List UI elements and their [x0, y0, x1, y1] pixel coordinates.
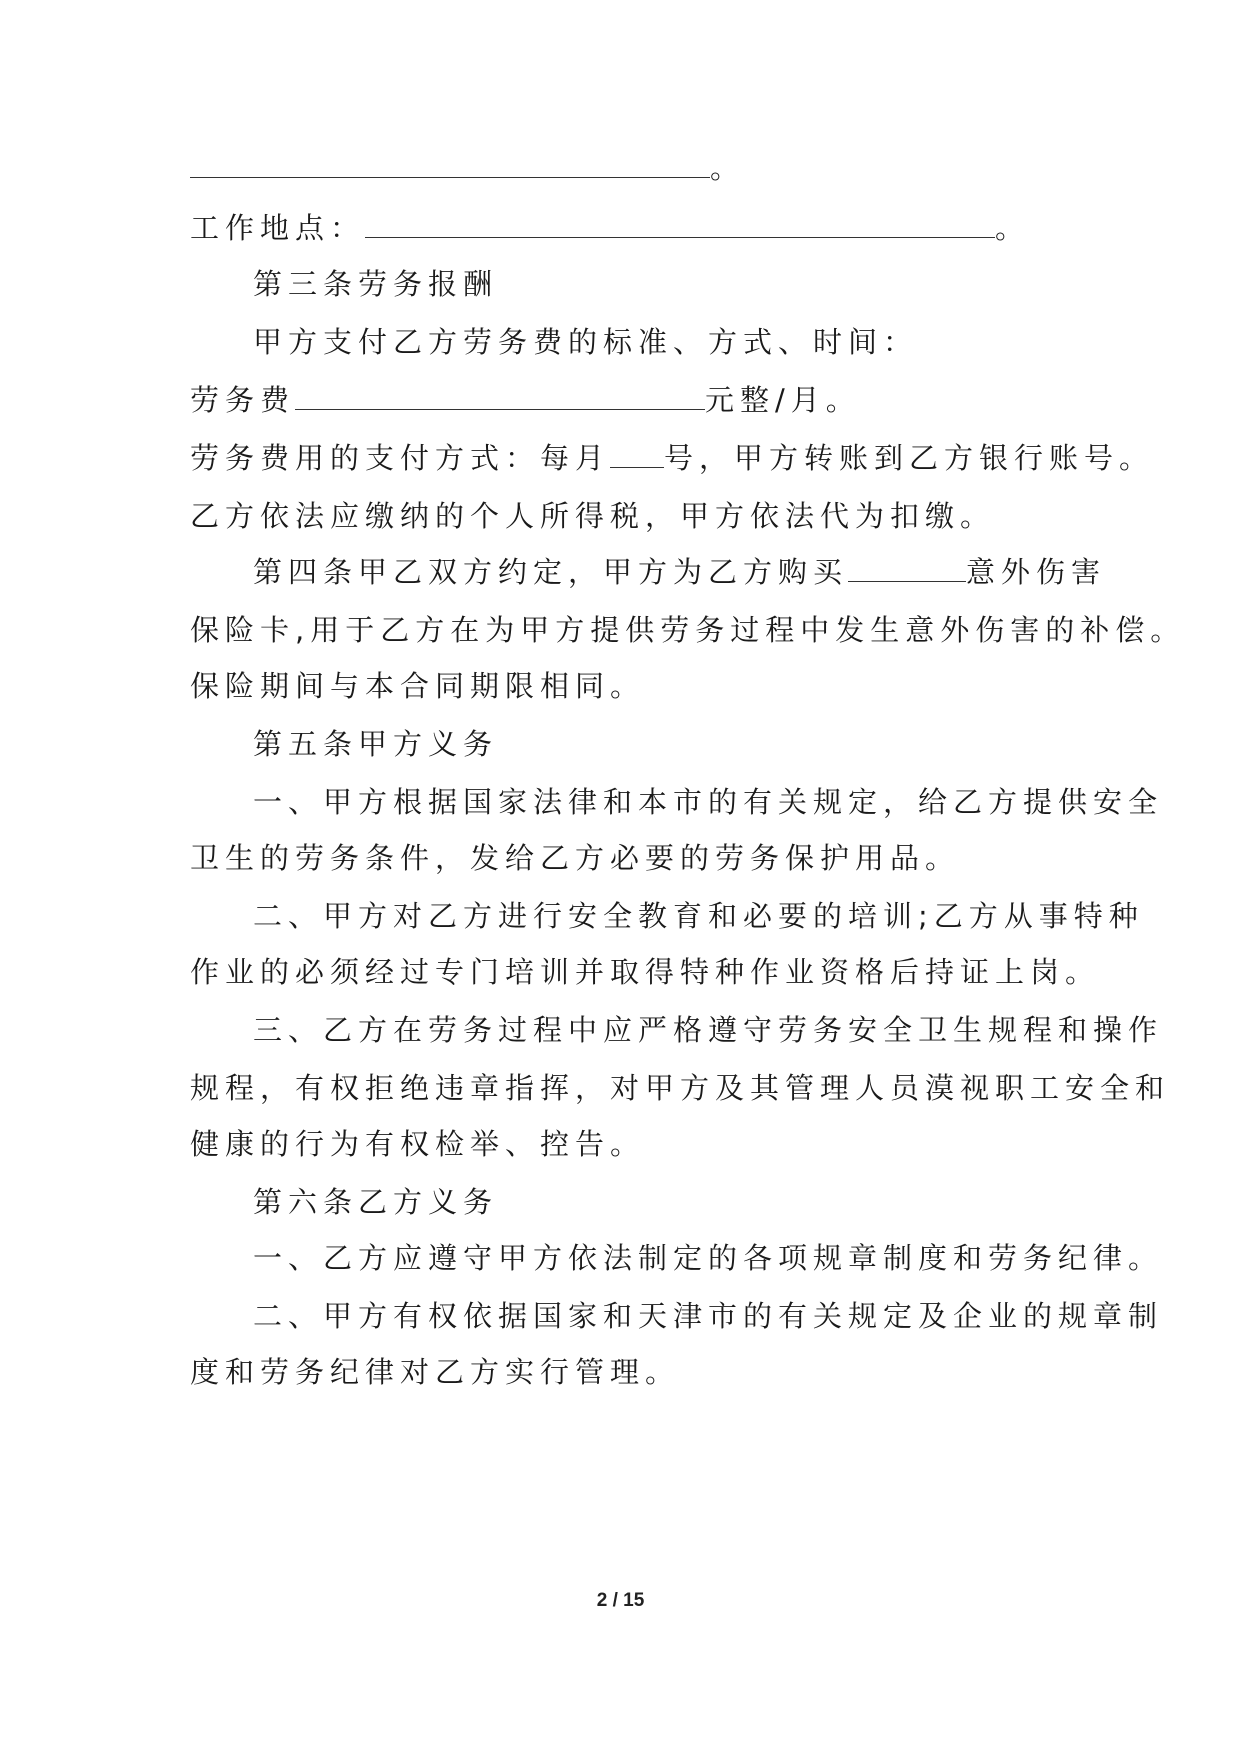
payment-method-text-b: 号，甲方转账到乙方银行账号。: [664, 441, 1155, 475]
paragraph: 保险期间与本合同期限相同。: [190, 669, 646, 703]
paragraph: 度和劳务纪律对乙方实行管理。: [190, 1355, 681, 1389]
article-4-line: [253, 552, 1133, 592]
paragraph: 一、乙方应遵守甲方依法制定的各项规章制度和劳务纪律。: [253, 1241, 1164, 1275]
line-end-punct: 。: [710, 151, 746, 185]
work-location-label: 工作地点：: [190, 211, 366, 245]
article-6-heading: 第六条乙方义务: [253, 1185, 499, 1219]
paragraph: 二、甲方有权依据国家和天津市的有关规定及企业的规章制: [253, 1299, 1164, 1333]
fill-in-blank: [190, 149, 710, 178]
paragraph: 一、甲方根据国家法律和本市的有关规定，给乙方提供安全: [253, 785, 1164, 819]
payment-day-blank: [610, 439, 664, 468]
paragraph: 健康的行为有权检举、控告。: [190, 1127, 646, 1161]
labor-fee-blank: [295, 381, 705, 410]
labor-fee-line: [190, 380, 1070, 420]
payment-method-text-a: 劳务费用的支付方式：每月: [190, 441, 611, 475]
page-number: 2 / 15: [596, 1590, 645, 1611]
paragraph: 卫生的劳务条件，发给乙方必要的劳务保护用品。: [190, 841, 961, 875]
paragraph: 甲方支付乙方劳务费的标准、方式、时间：: [253, 325, 919, 359]
paragraph: 作业的必须经过专门培训并取得特种作业资格后持证上岗。: [190, 955, 1101, 989]
paragraph: 二、甲方对乙方进行安全教育和必要的培训;乙方从事特种: [253, 899, 1144, 933]
paragraph: 规程，有权拒绝违章指挥，对甲方及其管理人员漠视职工安全和: [190, 1071, 1171, 1105]
line-end-punct: 。: [995, 211, 1031, 245]
work-location-line: [190, 208, 1070, 248]
article-4-text-b: 意外伤害: [966, 555, 1107, 589]
paragraph: 保险卡,用于乙方在为甲方提供劳务过程中发生意外伤害的补偿。: [190, 613, 1186, 647]
article-3-heading: 第三条劳务报酬: [253, 267, 499, 301]
article-4-text-a: 第四条甲乙双方约定，甲方为乙方购买: [253, 555, 849, 589]
article-5-heading: 第五条甲方义务: [253, 727, 499, 761]
paragraph: 三、乙方在劳务过程中应严格遵守劳务安全卫生规程和操作: [253, 1013, 1164, 1047]
labor-fee-unit: 元整/月。: [705, 383, 861, 417]
work-location-blank: [365, 209, 995, 238]
insurance-blank: [848, 553, 966, 582]
payment-method-line: [190, 438, 1155, 478]
blank-line-continuation: [190, 148, 1070, 188]
labor-fee-label: 劳务费: [190, 383, 296, 417]
paragraph: 乙方依法应缴纳的个人所得税，甲方依法代为扣缴。: [190, 499, 996, 533]
